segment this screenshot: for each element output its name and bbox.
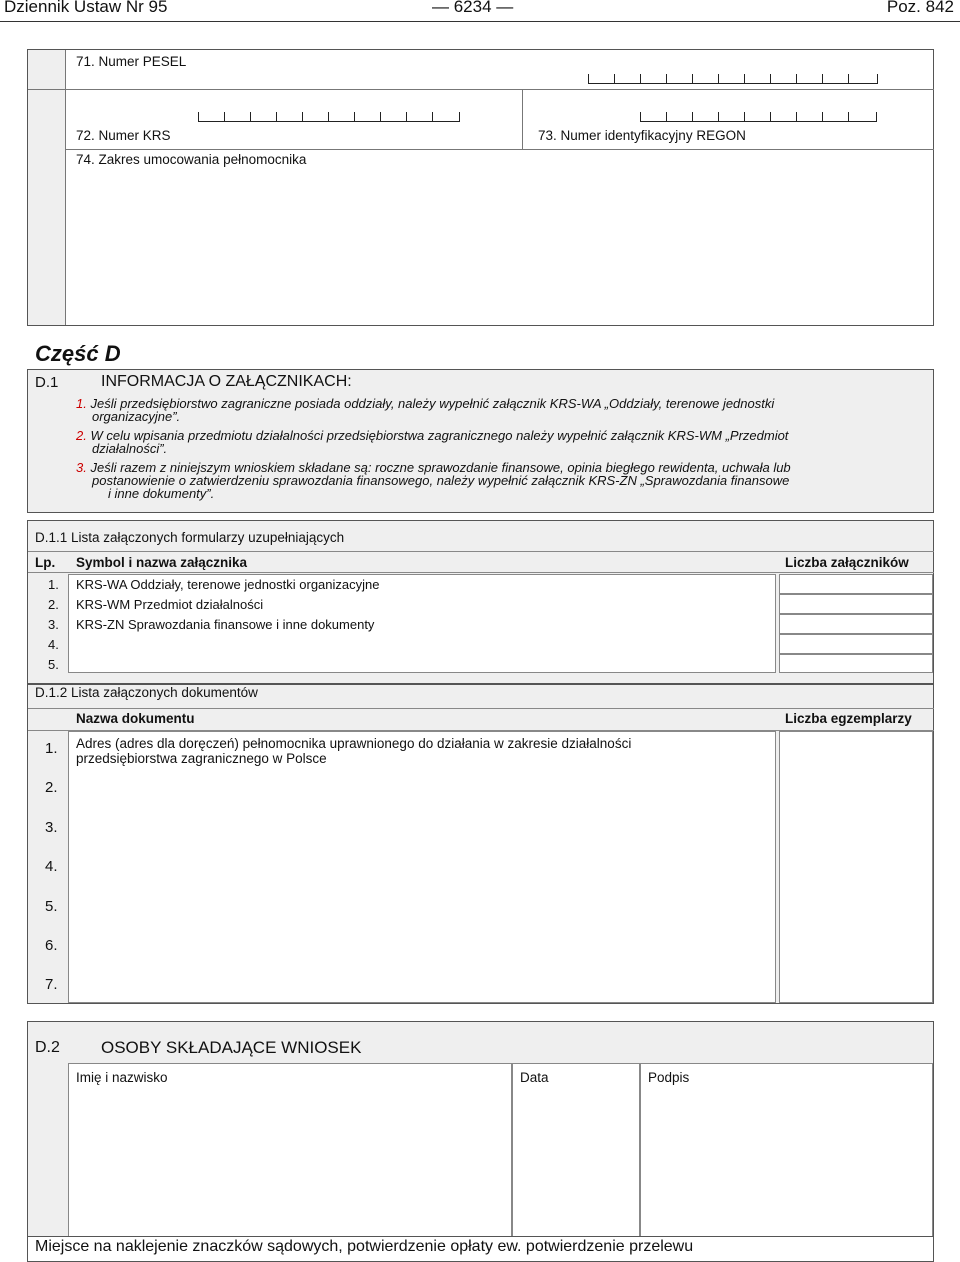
- part-d-title: Część D: [35, 341, 121, 366]
- pesel-label: 71. Numer PESEL: [76, 54, 187, 69]
- d11-row-2-num: 2.: [48, 597, 59, 612]
- d11-count-input-3[interactable]: [779, 614, 933, 634]
- d11-row-4-num: 4.: [48, 637, 59, 652]
- d2-col-name: Imię i nazwisko: [76, 1070, 168, 1085]
- authorization-scope-label: 74. Zakres umocowania pełnomocnika: [76, 152, 307, 167]
- d11-col-symbol: Symbol i nazwa załącznika: [76, 555, 248, 570]
- info-item-2: 2. W celu wpisania przedmiotu działalności przedsiębiorstwa zagranicznego należy wypełnić załącznik KRS-WM „Przedmiot: [76, 428, 789, 443]
- krs-input[interactable]: [198, 112, 460, 122]
- info-item-2-cont: działalności”.: [92, 441, 168, 456]
- d12-row-4-num: 4.: [45, 858, 58, 875]
- d12-col-name: Nazwa dokumentu: [76, 711, 195, 726]
- authorization-scope-field[interactable]: [66, 172, 933, 324]
- d11-count-input-4[interactable]: [779, 634, 933, 654]
- d2-number: D.2: [35, 1039, 60, 1056]
- d11-col-count: Liczba załączników: [785, 555, 909, 570]
- krs-label: 72. Numer KRS: [76, 128, 171, 143]
- d12-names-area[interactable]: [68, 731, 776, 1003]
- d11-count-input-2[interactable]: [779, 594, 933, 614]
- d11-row-5-num: 5.: [48, 657, 59, 672]
- d11-count-input-5[interactable]: [779, 654, 933, 673]
- d12-count-area[interactable]: [779, 731, 933, 1003]
- position-number: Poz. 842: [886, 0, 954, 16]
- d11-count-input-1[interactable]: [779, 574, 933, 594]
- d12-row-5-num: 5.: [45, 898, 58, 915]
- d12-row-2-num: 2.: [45, 779, 58, 796]
- regon-label: 73. Numer identyfikacyjny REGON: [538, 128, 746, 143]
- info-item-3-cont2: i inne dokumenty”.: [108, 486, 215, 501]
- d12-col-count: Liczba egzemplarzy: [785, 711, 912, 726]
- d2-col-sign: Podpis: [648, 1070, 690, 1085]
- d11-row-3-name: KRS-ZN Sprawozdania finansowe i inne dokumenty: [76, 617, 375, 632]
- d12-row-1-num: 1.: [45, 740, 58, 757]
- d2-title: OSOBY SKŁADAJĄCE WNIOSEK: [101, 1038, 362, 1057]
- d11-row-3-num: 3.: [48, 617, 59, 632]
- info-item-3: 3. Jeśli razem z niniejszym wnioskiem składane są: roczne sprawozdanie finansowe, opinia biegłego rewidenta, uchwała lub: [76, 460, 791, 475]
- d12-row-3-num: 3.: [45, 819, 58, 836]
- stamp-label: Miejsce na naklejenie znaczków sądowych, potwierdzenie opłaty ew. potwierdzenie przelewu: [35, 1238, 694, 1255]
- d12-title: D.1.2 Lista załączonych dokumentów: [35, 685, 258, 700]
- d1-number: D.1: [35, 374, 59, 391]
- applicant-signature-field[interactable]: [640, 1063, 933, 1245]
- d12-row-1-text: Adres (adres dla doręczeń) pełnomocnika uprawnionego do działania w zakresie działalności przedsiębiorstwa zagranicznego w Polsce: [76, 736, 632, 766]
- d2-col-date: Data: [520, 1070, 549, 1085]
- gray-margin: [28, 50, 65, 325]
- d11-row-1-name: KRS-WA Oddziały, terenowe jednostki organizacyjne: [76, 577, 380, 592]
- d11-col-lp: Lp.: [35, 555, 56, 570]
- info-item-1: 1. Jeśli przedsiębiorstwo zagraniczne posiada oddziały, należy wypełnić załącznik KRS-WA „Oddziały, terenowe jednostki: [76, 396, 775, 411]
- info-item-3-cont: postanowienie o zatwierdzeniu sprawozdania finansowego, należy wypełnić załącznik KRS-ZN „Sprawozdania finansowe: [92, 473, 790, 488]
- applicant-name-field[interactable]: [68, 1063, 512, 1245]
- applicant-date-field[interactable]: [512, 1063, 640, 1245]
- info-item-1-cont: organizacyjne”.: [92, 409, 181, 424]
- d12-row-7-num: 7.: [45, 976, 58, 993]
- pesel-input[interactable]: [588, 74, 878, 84]
- page-number: — 6234 —: [432, 0, 514, 16]
- d12-row-6-num: 6.: [45, 937, 58, 954]
- journal-title: Dziennik Ustaw Nr 95: [4, 0, 168, 16]
- d11-row-2-name: KRS-WM Przedmiot działalności: [76, 597, 264, 612]
- d11-row-1-num: 1.: [48, 577, 59, 592]
- d1-title: INFORMACJA O ZAŁĄCZNIKACH:: [101, 373, 352, 390]
- regon-input[interactable]: [640, 112, 877, 122]
- header-rule: [0, 21, 960, 22]
- d11-title: D.1.1 Lista załączonych formularzy uzupełniających: [35, 530, 345, 545]
